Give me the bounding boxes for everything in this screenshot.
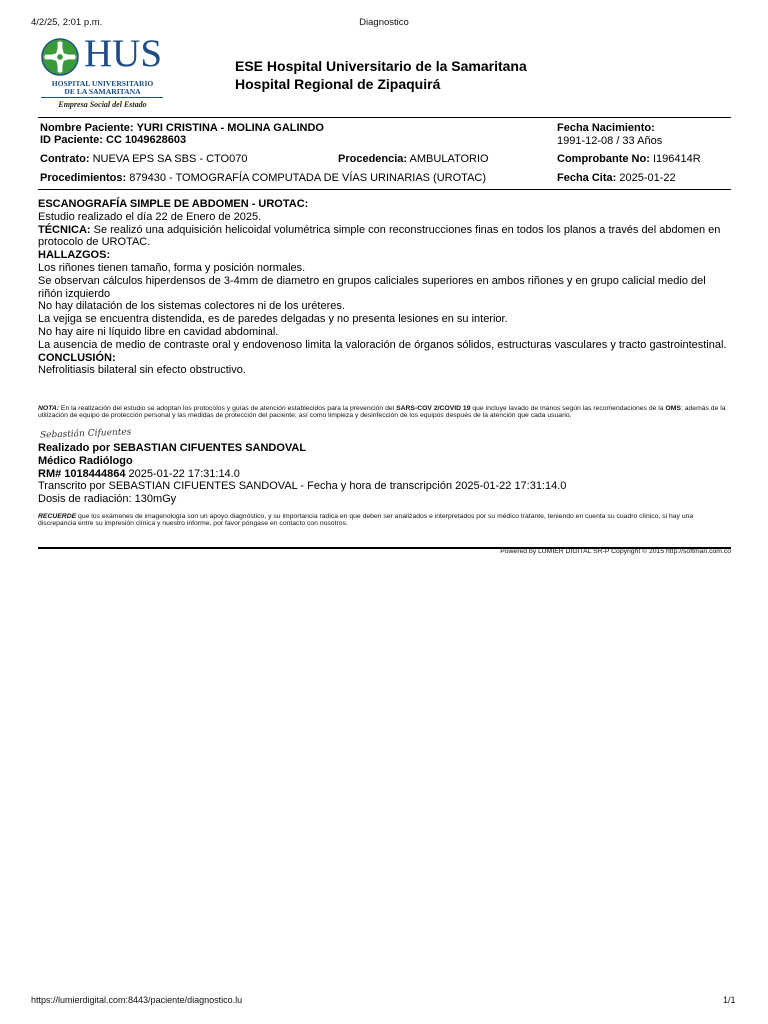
- logo-divider: [41, 97, 163, 98]
- logo-slogan: Empresa Social del Estado: [58, 100, 147, 109]
- finding-item: No hay aire ni líquido libre en cavidad abdominal.: [38, 325, 279, 338]
- reminder-text: que los exámenes de imagenología son un apoyo diagnóstico, y su importancia radica en que deben ser analizados e interpretados por su médico tratante, teniendo en cuenta su cuadro clínico, si hay una discrepancia entre su impresión clínica y nuestro informe, por favor póngase en contacto con nosotros.: [38, 513, 694, 528]
- rm-datetime: 2025-01-22 17:31:14.0: [128, 467, 240, 480]
- finding-item: Los riñones tienen tamaño, forma y posición normales.: [38, 261, 306, 274]
- appointment-date: [557, 172, 676, 185]
- header-divider: [38, 117, 731, 118]
- logo-line1: HOSPITAL UNIVERSITARIO: [51, 79, 154, 88]
- voucher-value: I196414R: [652, 153, 701, 165]
- signature-block: [38, 442, 728, 506]
- page-url: https://lumierdigital.com:8443/paciente/diagnostico.lu: [31, 995, 243, 1005]
- note-bold2: OMS: [665, 405, 681, 412]
- rm-line: [38, 468, 728, 481]
- technique-label: TÉCNICA:: [38, 223, 91, 236]
- birth-date: [557, 122, 662, 148]
- hospital-name: ESE Hospital Universitario de la Samaritana: [235, 58, 527, 74]
- appointment-date-value: 2025-01-22: [619, 172, 676, 184]
- finding-item: Se observan cálculos hiperdensos de 3-4mm de diametro en grupos caliciales superiores en ambos riñones y en grupo calicial medio del riñón izquierdo: [38, 274, 706, 300]
- voucher-label: Comprobante No:: [557, 153, 650, 165]
- origin-label: Procedencia:: [338, 153, 408, 165]
- transcribed-by: Transcrito por SEBASTIAN CIFUENTES SANDOVAL - Fecha y hora de transcripción 2025-01-22 17:31:14.0: [38, 480, 567, 493]
- patient-divider: [38, 189, 731, 190]
- note-part1: En la realización del estudio se adoptan los protocolos y guías de atención establecidos para la prevención del: [60, 405, 395, 412]
- report-body: [38, 198, 728, 377]
- origin: [338, 153, 489, 166]
- report-title: ESCANOGRAFÍA SIMPLE DE ABDOMEN - UROTAC:: [38, 198, 309, 210]
- technique-text: Se realizó una adquisición helicoidal volumétrica simple con reconstrucciones finas en todos los planos a través del abdomen en protocolo de UROTAC.: [38, 223, 721, 249]
- rm-number: RM# 1018444864: [38, 467, 126, 480]
- patient-id-label: ID Paciente:: [40, 134, 103, 146]
- physician-role: Médico Radiólogo: [38, 454, 133, 467]
- procedures: [40, 172, 486, 185]
- logo-letters: HUS: [84, 32, 163, 75]
- hospital-cross-icon: [41, 38, 79, 76]
- patient-id-value: CC 1049628603: [106, 134, 187, 146]
- finding-item: La ausencia de medio de contraste oral y endovenoso limita la valoración de órganos sólidos, estructuras vasculares y tracto gastrointestinal.: [38, 338, 727, 351]
- hospital-subname: Hospital Regional de Zipaquirá: [235, 76, 441, 92]
- print-title: Diagnostico: [359, 17, 409, 28]
- performed-by: Realizado por SEBASTIAN CIFUENTES SANDOVAL: [38, 442, 307, 454]
- reminder-note: [38, 513, 730, 528]
- patient-name-value: YURI CRISTINA - MOLINA GALINDO: [136, 122, 324, 134]
- study-date: Estudio realizado el día 22 de Enero de 2025.: [38, 210, 262, 223]
- findings-label: HALLAZGOS:: [38, 249, 111, 262]
- note-part3: ; además de la utilización de equipo de protección personal y las medidas de protección del paciente; así como limpieza y desinfección de los equipos después de la atención que cada usuario.: [38, 405, 726, 420]
- page-number: 1/1: [723, 995, 736, 1005]
- origin-value: AMBULATORIO: [409, 153, 489, 165]
- voucher: [557, 153, 701, 166]
- logo-line2: DE LA SAMARITANA: [64, 87, 141, 96]
- handwritten-signature: Sebastián Cifuentes: [39, 427, 132, 441]
- birth-date-value: 1991-12-08 / 33 Años: [557, 135, 663, 147]
- powered-by: Powered by LUMIER DIGITAL SR-P Copyright © 2015 http://softman.com.co: [500, 548, 731, 555]
- technique: [38, 224, 728, 250]
- contract-label: Contrato:: [40, 153, 90, 165]
- procedures-label: Procedimientos:: [40, 172, 127, 184]
- appointment-date-label: Fecha Cita:: [557, 172, 617, 184]
- covid-note: [38, 405, 728, 420]
- reminder-label: RECUERDE: [38, 513, 77, 520]
- radiation-dose: Dosis de radiación: 130mGy: [38, 493, 177, 506]
- contract-value: NUEVA EPS SA SBS - CTO070: [92, 153, 248, 165]
- finding-item: La vejiga se encuentra distendida, es de paredes delgadas y no presenta lesiones en su interior.: [38, 313, 508, 326]
- procedures-value: 879430 - TOMOGRAFÍA COMPUTADA DE VÍAS URINARIAS (UROTAC): [129, 172, 487, 184]
- conclusion-text: Nefrolitiasis bilateral sin efecto obstructivo.: [38, 364, 246, 377]
- contract: [40, 153, 247, 166]
- note-part2: que incluye lavado de manos según las recomendaciones de la: [472, 405, 664, 412]
- birth-date-label: Fecha Nacimiento:: [557, 122, 655, 134]
- patient-name-label: Nombre Paciente:: [40, 122, 134, 134]
- print-datetime: 4/2/25, 2:01 p.m.: [31, 17, 103, 28]
- finding-item: No hay dilatación de los sistemas colectores ni de los uréteres.: [38, 300, 345, 313]
- conclusion-label: CONCLUSIÓN:: [38, 351, 116, 364]
- note-label: NOTA:: [38, 405, 60, 412]
- patient-id: [40, 134, 186, 147]
- note-bold1: SARS-COV 2/COVID 19: [396, 405, 471, 412]
